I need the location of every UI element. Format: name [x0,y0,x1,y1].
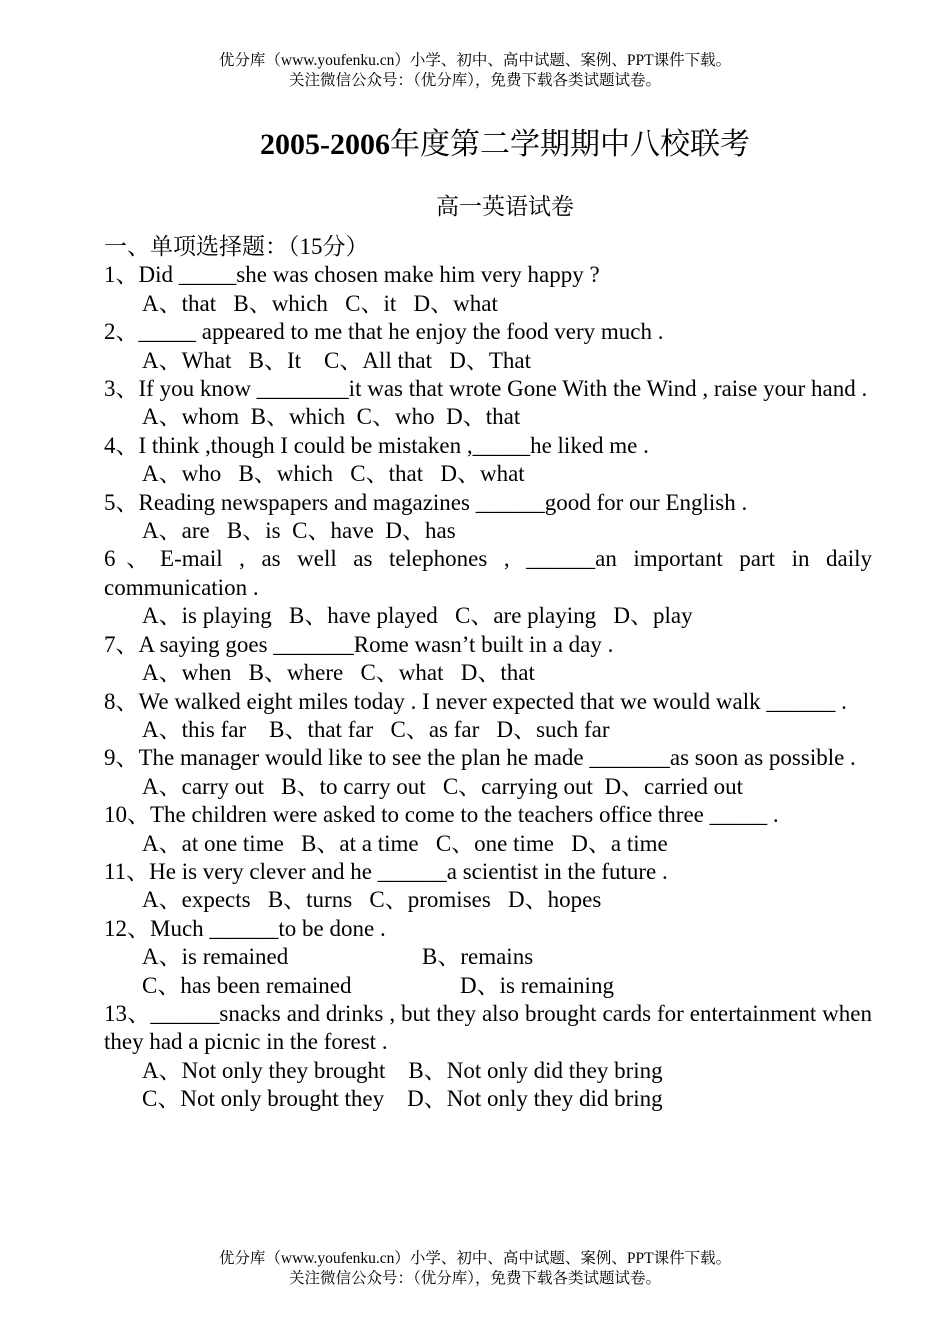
question-6-options: A、is playing B、have played C、are playing D、play [142,603,693,629]
question-10-options: A、at one time B、at a time C、one time D、a time [142,830,668,856]
option-d: D、is remaining [460,972,614,998]
question-2-options: A、What B、It C、All that D、That [142,347,532,373]
question-9-options: A、carry out B、to carry out C、carrying out D、carried out [142,773,744,799]
question-5-options: A、are B、is C、have D、has [142,518,456,544]
question-5: 5、Reading newspapers and magazines ______good for our English . [104,489,748,515]
question-13-options-row-2: C、Not only brought they D、Not only they did bring [142,1086,663,1112]
question-11-options: A、expects B、turns C、promises D、hopes [142,887,602,913]
question-section [104,233,872,1114]
question-8: 8、We walked eight miles today . I never expected that we would walk ______ . [104,688,847,714]
option-c: C、has been remained [142,972,352,998]
question-6: 6、E-mail , as well as telephones , ______an important part in daily communication . [104,546,872,600]
question-8-options: A、this far B、that far C、as far D、such far [142,716,610,742]
exam-title [0,125,950,165]
question-11: 11、He is very clever and he ______a scientist in the future . [104,858,668,884]
page-header [0,51,950,91]
question-13-options-row-1: A、Not only they brought B、Not only did they bring [142,1057,663,1083]
question-3: 3、If you know ________it was that wrote Gone With the Wind , raise your hand . [104,376,868,402]
exam-title-rest: 年度第二学期期中八校联考 [390,128,750,161]
option-b: B、remains [422,944,534,970]
exam-subtitle: 高一英语试卷 [436,194,574,219]
footer-line-2: 关注微信公众号：（优分库），免费下载各类试题试卷。 [288,1270,661,1287]
question-7-options: A、when B、where C、what D、that [142,660,535,686]
question-9: 9、The manager would like to see the plan he made _______as soon as possible . [104,745,856,771]
question-13: 13、______snacks and drinks , but they also brought cards for entertainment when they had a picnic in the forest . [104,1000,872,1055]
exam-title-year: 2005-2006 [260,128,390,161]
option-a: A、is remained [142,944,289,970]
question-1: 1、Did _____she was chosen make him very happy ? [104,262,600,288]
question-4: 4、I think ,though I could be mistaken ,_____he liked me . [104,432,649,458]
question-2: 2、_____ appeared to me that he enjoy the food very much . [104,319,664,345]
question-1-options: A、that B、which C、it D、what [142,290,498,316]
question-12: 12、Much ______to be done . [104,915,386,941]
header-line-1: 优分库（www.youfenku.cn）小学、初中、高中试题、案例、PPT课件下载。 [218,52,732,69]
footer-line-1: 优分库（www.youfenku.cn）小学、初中、高中试题、案例、PPT课件下载。 [218,1250,732,1267]
header-line-2: 关注微信公众号：（优分库），免费下载各类试题试卷。 [288,72,661,89]
question-10: 10、The children were asked to come to the teachers office three _____ . [104,802,779,828]
section-heading: 一、单项选择题：（15分） [104,234,369,259]
page-footer [0,1249,950,1289]
question-4-options: A、who B、which C、that D、what [142,461,525,487]
question-12-options-row-1 [104,943,872,971]
question-7: 7、A saying goes _______Rome wasn’t built in a day . [104,631,614,657]
question-3-options: A、whom B、which C、who D、that [142,404,521,430]
question-12-options-row-2 [104,972,872,1000]
